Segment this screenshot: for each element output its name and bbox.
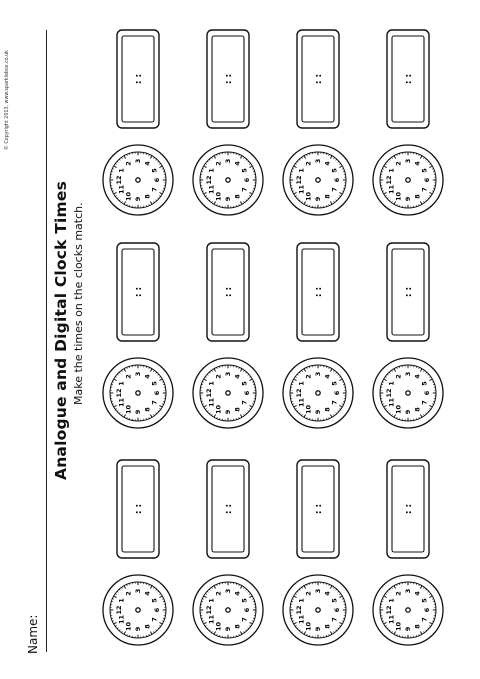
- clock-number: 7: [420, 400, 429, 405]
- clock-number: 2: [214, 591, 223, 596]
- clock-number: 5: [240, 168, 249, 173]
- clock-number: 5: [420, 598, 429, 603]
- clock-number: 10: [214, 404, 223, 414]
- clock-number: 7: [420, 187, 429, 192]
- clock-number: 9: [134, 409, 143, 415]
- clock-number: 7: [150, 617, 159, 622]
- copyright-notice: © Copyright 2013, www.sparklebox.co.uk: [5, 50, 10, 150]
- clock-number: 1: [387, 168, 396, 173]
- clock-number: 4: [323, 591, 332, 596]
- clock-number: 3: [134, 588, 143, 594]
- clock-number: 7: [150, 400, 159, 405]
- clock-number: 3: [134, 158, 143, 164]
- clock-number: 8: [323, 194, 332, 199]
- clock-number: 12: [205, 388, 214, 398]
- analogue-clock-face[interactable]: [373, 575, 443, 645]
- clock-number: 3: [404, 158, 413, 164]
- clock-number: 11: [387, 397, 396, 408]
- clock-number: 3: [134, 371, 143, 377]
- clock-number: 12: [385, 388, 394, 398]
- clock-number: 5: [330, 381, 339, 386]
- clock-number: 1: [297, 168, 306, 173]
- analogue-clock-face[interactable]: [193, 575, 263, 645]
- clock-number: 1: [117, 598, 126, 603]
- clock-number: 6: [333, 607, 342, 613]
- clock-number: 2: [124, 591, 133, 596]
- clock-number: 1: [207, 381, 216, 386]
- clock-number: 8: [143, 194, 152, 199]
- digital-time-colon: : :: [134, 286, 144, 298]
- digital-clock-display[interactable]: [207, 243, 249, 341]
- analogue-clock-face[interactable]: [103, 575, 173, 645]
- digital-clock-display[interactable]: [207, 460, 249, 558]
- clock-number: 3: [224, 371, 233, 377]
- clock-number: 3: [314, 588, 323, 594]
- clock-number: 10: [214, 621, 223, 631]
- clock-number: 3: [224, 588, 233, 594]
- clock-number: 2: [304, 374, 313, 379]
- clock-number: 11: [117, 184, 126, 195]
- clock-number: 7: [330, 400, 339, 405]
- analogue-clock-face[interactable]: [373, 145, 443, 215]
- clock-number: 10: [124, 621, 133, 631]
- clock-number: 4: [233, 591, 242, 596]
- clock-number: 4: [413, 161, 422, 166]
- clock-number: 6: [423, 390, 432, 396]
- clock-number: 4: [233, 161, 242, 166]
- clock-number: 9: [314, 626, 323, 632]
- analogue-clock-face[interactable]: [193, 145, 263, 215]
- clock-number: 9: [314, 196, 323, 202]
- digital-time-colon: : :: [134, 73, 144, 85]
- digital-time-colon: : :: [404, 73, 414, 85]
- clock-number: 3: [314, 158, 323, 164]
- clock-number: 5: [150, 381, 159, 386]
- clock-number: 4: [233, 374, 242, 379]
- clock-number: 9: [134, 196, 143, 202]
- digital-clock-display[interactable]: [207, 30, 249, 128]
- clock-number: 10: [214, 191, 223, 201]
- clock-number: 9: [404, 196, 413, 202]
- clock-number: 11: [297, 614, 306, 625]
- clock-number: 7: [240, 400, 249, 405]
- clock-number: 11: [117, 397, 126, 408]
- digital-clock-display[interactable]: [297, 30, 339, 128]
- clock-number: 7: [150, 187, 159, 192]
- digital-time-colon: : :: [134, 503, 144, 515]
- clock-number: 8: [143, 407, 152, 412]
- clock-number: 7: [240, 187, 249, 192]
- clock-number: 1: [117, 381, 126, 386]
- clock-number: 1: [297, 598, 306, 603]
- clock-number: 8: [413, 407, 422, 412]
- digital-time-colon: : :: [314, 503, 324, 515]
- clock-number: 3: [404, 371, 413, 377]
- clock-number: 11: [207, 397, 216, 408]
- clock-number: 1: [207, 168, 216, 173]
- clock-number: 4: [413, 374, 422, 379]
- clock-number: 2: [124, 374, 133, 379]
- clock-number: 7: [240, 617, 249, 622]
- clock-number: 2: [304, 591, 313, 596]
- clock-number: 11: [297, 184, 306, 195]
- clock-number: 12: [205, 605, 214, 615]
- clock-number: 3: [404, 588, 413, 594]
- clock-number: 2: [124, 161, 133, 166]
- clock-number: 6: [243, 607, 252, 613]
- clock-number: 9: [224, 409, 233, 415]
- clock-number: 10: [304, 404, 313, 414]
- clock-number: 4: [323, 161, 332, 166]
- clock-number: 9: [224, 196, 233, 202]
- clock-number: 5: [240, 598, 249, 603]
- clock-number: 12: [115, 175, 124, 185]
- clock-number: 2: [214, 374, 223, 379]
- clock-number: 5: [240, 381, 249, 386]
- clock-number: 8: [323, 407, 332, 412]
- name-label: Name:: [26, 614, 40, 654]
- clock-number: 10: [304, 191, 313, 201]
- clock-number: 11: [207, 614, 216, 625]
- clock-number: 11: [387, 184, 396, 195]
- clock-number: 1: [387, 381, 396, 386]
- clock-number: 1: [297, 381, 306, 386]
- clock-number: 9: [134, 626, 143, 632]
- clock-number: 11: [117, 614, 126, 625]
- clock-number: 2: [394, 591, 403, 596]
- clock-number: 12: [295, 605, 304, 615]
- worksheet-instructions: Make the times on the clocks match.: [72, 202, 85, 405]
- clock-number: 1: [387, 598, 396, 603]
- clock-number: 2: [394, 374, 403, 379]
- clock-number: 4: [143, 161, 152, 166]
- clock-number: 9: [404, 409, 413, 415]
- clock-number: 2: [304, 161, 313, 166]
- clock-number: 5: [330, 168, 339, 173]
- clock-number: 7: [330, 187, 339, 192]
- digital-time-colon: : :: [314, 286, 324, 298]
- clock-number: 12: [115, 388, 124, 398]
- digital-clock-display[interactable]: [297, 460, 339, 558]
- clock-number: 2: [214, 161, 223, 166]
- clock-number: 8: [323, 624, 332, 629]
- digital-clock-display[interactable]: [387, 460, 429, 558]
- clock-number: 8: [233, 194, 242, 199]
- clock-number: 10: [124, 404, 133, 414]
- analogue-clock-face[interactable]: [373, 358, 443, 428]
- clock-number: 5: [330, 598, 339, 603]
- clock-number: 6: [153, 177, 162, 183]
- clock-number: 4: [413, 591, 422, 596]
- clock-number: 6: [423, 177, 432, 183]
- digital-clock-display[interactable]: [117, 30, 159, 128]
- clock-number: 12: [295, 175, 304, 185]
- clock-number: 4: [323, 374, 332, 379]
- digital-clock-display[interactable]: [387, 243, 429, 341]
- clock-number: 6: [153, 607, 162, 613]
- clock-number: 8: [413, 624, 422, 629]
- clock-number: 6: [153, 390, 162, 396]
- clock-number: 10: [124, 191, 133, 201]
- clock-number: 11: [207, 184, 216, 195]
- clock-number: 6: [333, 177, 342, 183]
- digital-time-colon: : :: [404, 286, 414, 298]
- clock-number: 5: [150, 168, 159, 173]
- clock-number: 10: [304, 621, 313, 631]
- clock-number: 8: [143, 624, 152, 629]
- digital-clock-display[interactable]: [297, 243, 339, 341]
- digital-time-colon: : :: [404, 503, 414, 515]
- clock-number: 4: [143, 591, 152, 596]
- clock-number: 7: [330, 617, 339, 622]
- analogue-clock-face[interactable]: [283, 358, 353, 428]
- digital-time-colon: : :: [314, 73, 324, 85]
- clock-number: 8: [233, 407, 242, 412]
- clock-number: 6: [423, 607, 432, 613]
- clock-number: 9: [404, 626, 413, 632]
- clock-number: 12: [115, 605, 124, 615]
- clock-number: 1: [207, 598, 216, 603]
- analogue-clock-face[interactable]: [283, 575, 353, 645]
- clock-number: 5: [420, 168, 429, 173]
- clock-number: 10: [394, 621, 403, 631]
- analogue-clock-face[interactable]: [283, 145, 353, 215]
- clock-number: 8: [413, 194, 422, 199]
- digital-clock-display[interactable]: [117, 460, 159, 558]
- analogue-clock-face[interactable]: [103, 358, 173, 428]
- clock-number: 12: [295, 388, 304, 398]
- clock-number: 5: [420, 381, 429, 386]
- clock-number: 11: [387, 614, 396, 625]
- digital-time-colon: : :: [224, 286, 234, 298]
- clock-number: 6: [243, 177, 252, 183]
- clock-number: 12: [385, 175, 394, 185]
- digital-time-colon: : :: [224, 73, 234, 85]
- clock-number: 3: [224, 158, 233, 164]
- clock-number: 8: [233, 624, 242, 629]
- clock-number: 11: [297, 397, 306, 408]
- digital-clock-display[interactable]: [117, 243, 159, 341]
- clock-number: 9: [224, 626, 233, 632]
- analogue-clock-face[interactable]: [103, 145, 173, 215]
- clock-number: 6: [333, 390, 342, 396]
- analogue-clock-face[interactable]: [193, 358, 263, 428]
- digital-time-colon: : :: [224, 503, 234, 515]
- clock-number: 5: [150, 598, 159, 603]
- digital-clock-display[interactable]: [387, 30, 429, 128]
- clock-number: 10: [394, 191, 403, 201]
- clock-number: 9: [314, 409, 323, 415]
- clock-number: 1: [117, 168, 126, 173]
- clock-number: 10: [394, 404, 403, 414]
- clock-number: 3: [314, 371, 323, 377]
- worksheet-title: Analogue and Digital Clock Times: [52, 180, 70, 480]
- clock-number: 7: [420, 617, 429, 622]
- clock-number: 4: [143, 374, 152, 379]
- clock-number: 12: [205, 175, 214, 185]
- clock-number: 12: [385, 605, 394, 615]
- clock-number: 2: [394, 161, 403, 166]
- clock-number: 6: [243, 390, 252, 396]
